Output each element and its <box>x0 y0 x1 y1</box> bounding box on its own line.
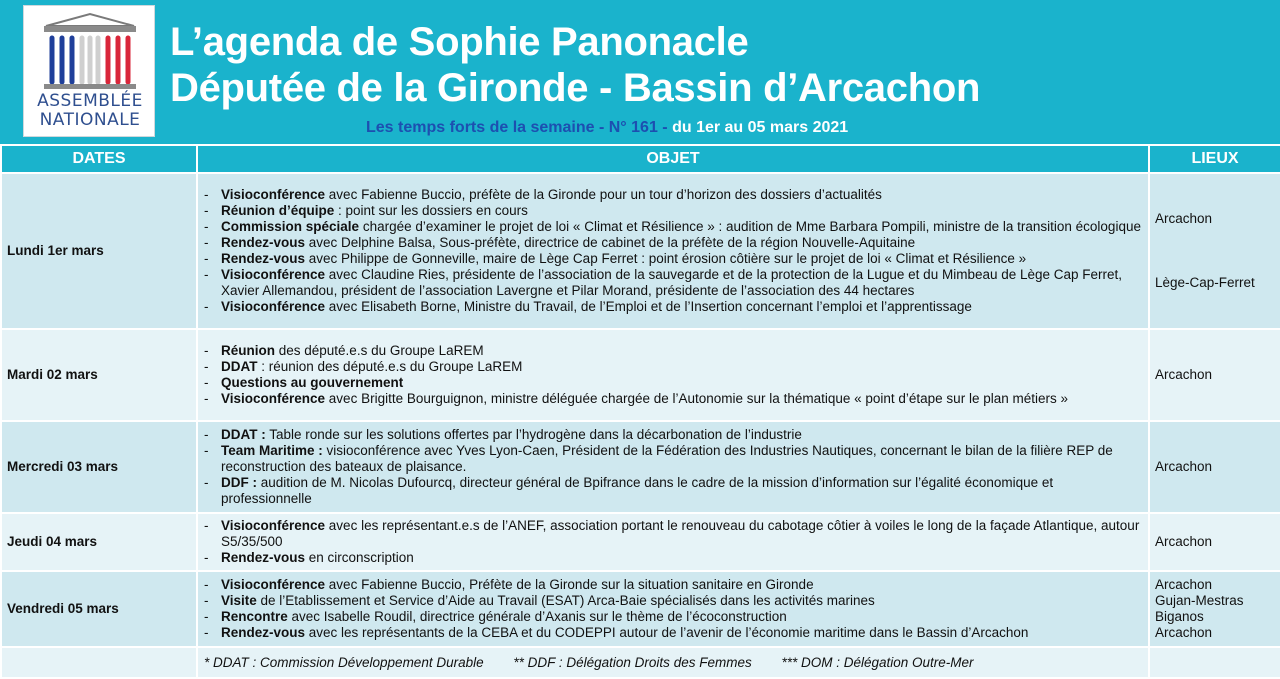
table-row <box>1 421 1280 513</box>
header-lieux: LIEUX <box>1149 145 1280 173</box>
table-row <box>1 173 1280 329</box>
date-cell: Vendredi 05 mars <box>1 571 197 647</box>
list-item: - Questions au gouvernement <box>204 375 1144 391</box>
logo-text-line2: NATIONALE <box>39 110 141 130</box>
list-item: - DDAT : réunion des député.e.s du Groupe LaREM <box>204 359 1144 375</box>
objet-cell <box>197 329 1149 421</box>
list-item: - Rendez-vous avec les représentants de la CEBA et du CODEPPI autour de l’avenir de l’économie maritime dans le Bassin d’Arcachon <box>204 625 1144 641</box>
lieux-cell <box>1149 513 1280 571</box>
list-item: - Rendez-vous avec Delphine Balsa, Sous-préfète, directrice de cabinet de la préfète de la région Nouvelle-Aquitaine <box>204 235 1144 251</box>
lieu-item: Arcachon <box>1155 367 1213 382</box>
agenda-table <box>0 144 1280 679</box>
date-cell: Lundi 1er mars <box>1 173 197 329</box>
lieu-item: Gujan-Mestras <box>1155 593 1244 608</box>
footnote-empty-cell <box>1 647 197 678</box>
list-item: - Rendez-vous avec Philippe de Gonneville, maire de Lège Cap Ferret : point érosion côtière sur le projet de loi « Climat et Résilience » <box>204 251 1144 267</box>
list-item: - Visioconférence avec les représentant.e.s de l’ANEF, association portant le renouveau du cabotage côtier à voiles le long de la façade Atlantique, autour S5/35/500 <box>204 518 1144 550</box>
page-title-line1: L’agenda de Sophie Panonacle <box>170 20 749 64</box>
list-item: - Visioconférence avec Claudine Ries, présidente de l’association de la sauvegarde et de la protection de la Lugue et du Mimbeau de Lège Cap Ferret, Xavier Allemandou, président de l’association Lavergne et Pilar Morand, présidente de l’association des 44 hectares <box>204 267 1144 299</box>
list-item: - Rencontre avec Isabelle Roudil, directrice générale d’Axanis sur le thème de l’écoconstruction <box>204 609 1144 625</box>
header-dates: DATES <box>1 145 197 173</box>
header-banner <box>0 0 1280 144</box>
lieux-cell <box>1149 421 1280 513</box>
subtitle-dates: du 1er au 05 mars 2021 <box>667 119 849 136</box>
lieu-item: Arcachon <box>1155 459 1213 474</box>
objet-cell <box>197 571 1149 647</box>
list-item: - Team Maritime : visioconférence avec Yves Lyon-Caen, Président de la Fédération des Industries Nautiques, concernant le bilan de la filière REP de reconstruction des bateaux de plaisance. <box>204 443 1144 475</box>
lieux-cell <box>1149 571 1280 647</box>
list-item: - Réunion des député.e.s du Groupe LaREM <box>204 343 1144 359</box>
list-item: - Rendez-vous en circonscription <box>204 550 1144 566</box>
objet-cell <box>197 421 1149 513</box>
lieu-item: Arcachon <box>1155 211 1213 226</box>
logo-text-line1: ASSEMBLÉE <box>37 91 143 111</box>
lieux-cell <box>1149 173 1280 329</box>
lieu-item: Arcachon <box>1155 625 1213 640</box>
list-item: - Commission spéciale chargée d’examiner le projet de loi « Climat et Résilience » : audition de Mme Barbara Pompili, ministre de la transition écologique <box>204 219 1144 235</box>
date-cell: Mardi 02 mars <box>1 329 197 421</box>
list-item: - Réunion d’équipe : point sur les dossiers en cours <box>204 203 1144 219</box>
table-row <box>1 513 1280 571</box>
subtitle-issue: Les temps forts de la semaine - N° 161 - <box>366 119 668 136</box>
header-objet: OBJET <box>197 145 1149 173</box>
lieu-item: Biganos <box>1155 609 1204 624</box>
footnote-dom: *** DOM : Délégation Outre-Mer <box>781 654 974 670</box>
list-item: - Visioconférence avec Fabienne Buccio, préfète de la Gironde pour un tour d’horizon des dossiers d’actualités <box>204 187 1144 203</box>
date-cell: Jeudi 04 mars <box>1 513 197 571</box>
list-item: - Visite de l’Etablissement et Service d’Aide au Travail (ESAT) Arca-Baie spécialisés dans les activités marines <box>204 593 1144 609</box>
lieu-item: Arcachon <box>1155 534 1213 549</box>
list-item: - DDAT : Table ronde sur les solutions offertes par l’hydrogène dans la décarbonation de l’industrie <box>204 427 1144 443</box>
table-row <box>1 571 1280 647</box>
list-item: - Visioconférence avec Brigitte Bourguignon, ministre déléguée chargée de l’Autonomie sur la thématique « point d’étape sur le plan métiers » <box>204 391 1144 407</box>
lieu-item: Arcachon <box>1155 577 1213 592</box>
footnote-ddat: * DDAT : Commission Développement Durable <box>204 654 484 670</box>
footnote-ddf: ** DDF : Délégation Droits des Femmes <box>513 654 752 670</box>
footnotes <box>197 647 1149 678</box>
list-item: - Visioconférence avec Elisabeth Borne, Ministre du Travail, de l’Emploi et de l’Insertion concernant l’emploi et l’apprentissage <box>204 299 1144 315</box>
objet-cell <box>197 173 1149 329</box>
list-item: - DDF : audition de M. Nicolas Dufourcq, directeur général de Bpifrance dans le cadre de la mission d’information sur l’égalité économique et professionnelle <box>204 475 1144 507</box>
table-header-row <box>1 145 1280 173</box>
lieux-cell <box>1149 329 1280 421</box>
table-row <box>1 329 1280 421</box>
assembly-building-icon <box>38 12 142 90</box>
date-cell: Mercredi 03 mars <box>1 421 197 513</box>
page-title-line2: Députée de la Gironde - Bassin d’Arcachon <box>170 66 981 110</box>
objet-cell <box>197 513 1149 571</box>
assemblee-nationale-logo <box>23 5 155 137</box>
lieu-item: Lège-Cap-Ferret <box>1155 275 1255 290</box>
logo-text <box>24 92 156 130</box>
list-item: - Visioconférence avec Fabienne Buccio, Préfète de la Gironde sur la situation sanitaire en Gironde <box>204 577 1144 593</box>
footnote-empty-cell <box>1149 647 1280 678</box>
footnote-row <box>1 647 1280 678</box>
subtitle <box>366 118 848 138</box>
